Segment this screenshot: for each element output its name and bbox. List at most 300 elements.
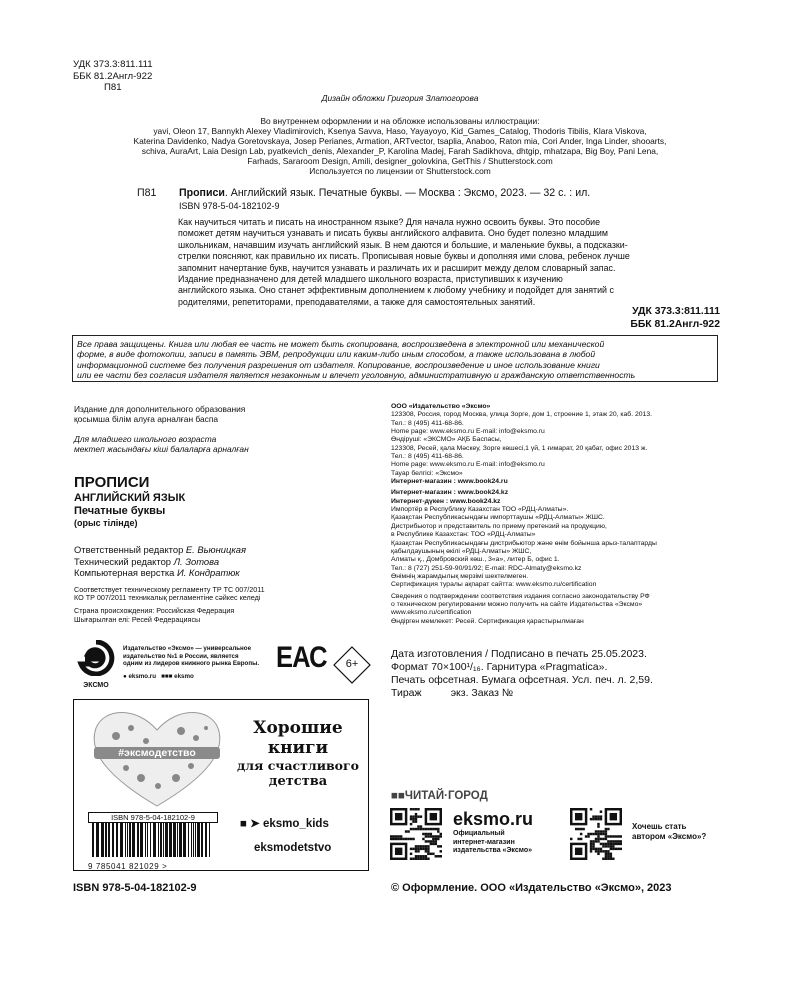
qr-module bbox=[597, 818, 599, 820]
publisher-line: 123308, Ресей, қала Мәскеу, Зорге көшесі,1 үй, 1 ғимарат, 20 қабат, офис 2013 ж. bbox=[391, 444, 648, 452]
eksmo-shop-desc-line: интернет-магазин bbox=[453, 838, 515, 846]
telegram-icon: ➤ bbox=[250, 818, 260, 830]
qr-module bbox=[397, 835, 399, 837]
print-info bbox=[391, 648, 751, 700]
qr-module bbox=[437, 838, 439, 840]
qr-module bbox=[592, 848, 594, 850]
eksmo-shop bbox=[453, 808, 573, 856]
qr-module bbox=[610, 835, 612, 837]
qr-module bbox=[590, 843, 592, 845]
barcode-bar bbox=[169, 823, 172, 857]
qr-module bbox=[412, 815, 414, 817]
qr-module bbox=[425, 828, 427, 830]
barcode-bar bbox=[116, 823, 118, 857]
publisher-line: 123308, Россия, город Москва, улица Зорге, дом 1, строение 1, этаж 20, каб. 2013. bbox=[391, 411, 652, 419]
print-line: Печать офсетная. Бумага офсетная. Усл. печ. л. 2,59. bbox=[391, 674, 653, 686]
qr-module bbox=[595, 830, 597, 832]
qr-module bbox=[610, 858, 612, 860]
qr-finder bbox=[395, 848, 402, 855]
eksmo-desc-line: Издательство «Эксмо» — универсальное bbox=[123, 645, 252, 652]
qr-module bbox=[425, 833, 427, 835]
promo-social-1[interactable]: eksmo_kids bbox=[263, 818, 329, 830]
qr-module bbox=[602, 843, 604, 845]
qr-module bbox=[430, 833, 432, 835]
qr-module bbox=[600, 850, 602, 852]
publisher-line: Өнімнің жарамдылық мерзімі шектелмеген. bbox=[391, 572, 529, 580]
qr-module bbox=[412, 858, 414, 860]
qr-module bbox=[425, 835, 427, 837]
qr-module bbox=[427, 845, 429, 847]
qr-module bbox=[432, 843, 434, 845]
qr-module bbox=[602, 838, 604, 840]
qr-module bbox=[610, 840, 612, 842]
qr-module bbox=[592, 818, 594, 820]
barcode-digits: 9 785041 821029 > bbox=[88, 862, 168, 871]
qr-module bbox=[422, 838, 424, 840]
qr-module bbox=[597, 823, 599, 825]
qr-module bbox=[410, 808, 412, 810]
qr-module bbox=[607, 840, 609, 842]
qr-module bbox=[597, 825, 599, 827]
qr-module bbox=[597, 838, 599, 840]
barcode-bar bbox=[153, 823, 156, 857]
barcode-bar bbox=[191, 823, 192, 857]
barcode-bar bbox=[179, 823, 182, 857]
qr-module bbox=[420, 855, 422, 857]
barcode-bar bbox=[188, 823, 189, 857]
rights-notice bbox=[72, 335, 718, 382]
qr-module bbox=[417, 845, 419, 847]
qr-module bbox=[415, 848, 417, 850]
print-line: Тираж экз. Заказ № bbox=[391, 687, 514, 699]
qr-module bbox=[417, 808, 419, 810]
publisher-line: Импортёр в Республику Казахстан ТОО «РДЦ-Алматы». bbox=[391, 506, 569, 514]
qr-module bbox=[412, 828, 414, 830]
qr-module bbox=[432, 835, 434, 837]
qr-module bbox=[590, 818, 592, 820]
qr-module bbox=[605, 835, 607, 837]
publisher-line: Home page: www.eksmo.ru E-mail: info@eksmo.ru bbox=[391, 461, 545, 469]
qr-module bbox=[602, 858, 604, 860]
qr-module bbox=[585, 835, 587, 837]
qr-module bbox=[602, 833, 604, 835]
publisher-line: Интернет-магазин : www.book24.kz bbox=[391, 489, 509, 497]
print-line: Формат 70×100¹/₁₆. Гарнитура «Pragmatica». bbox=[391, 661, 608, 673]
credit-role: Ответственный редактор bbox=[74, 544, 184, 555]
barcode-bar bbox=[101, 823, 104, 857]
barcode-bar bbox=[137, 823, 139, 857]
tr-line: КО ТР 007/2011 техникалық регламентіне сәйкес келеді bbox=[74, 593, 261, 603]
tr-line: Соответствует техническому регламенту ТР ТС 007/2011 bbox=[74, 584, 265, 594]
book-subtitle-2: Печатные буквы bbox=[74, 505, 166, 517]
qr-module bbox=[592, 840, 594, 842]
qr-module bbox=[617, 835, 619, 837]
qr-module bbox=[415, 828, 417, 830]
qr-module bbox=[422, 858, 424, 860]
qr-module bbox=[412, 820, 414, 822]
qr-module bbox=[415, 850, 417, 852]
illustrations-license: Используется по лицензии от Shutterstock.com bbox=[309, 166, 491, 176]
qr-module bbox=[415, 815, 417, 817]
qr-module bbox=[420, 825, 422, 827]
qr-module bbox=[610, 855, 612, 857]
credit-name: И. Кондратюк bbox=[177, 567, 240, 579]
qr-module bbox=[410, 838, 412, 840]
qr-module bbox=[425, 840, 427, 842]
barcode-bar bbox=[209, 823, 210, 857]
qr-module bbox=[590, 833, 592, 835]
qr-module bbox=[600, 843, 602, 845]
qr-module bbox=[610, 853, 612, 855]
qr-module bbox=[412, 818, 414, 820]
qr-module bbox=[615, 848, 617, 850]
promo-title-line: книги bbox=[267, 738, 329, 758]
qr-module bbox=[410, 815, 412, 817]
qr-module bbox=[605, 845, 607, 847]
eksmo-logo-text: ЭКСМО bbox=[83, 682, 109, 689]
qr-module bbox=[595, 850, 597, 852]
globe-icon: ● bbox=[123, 672, 127, 680]
qr-module bbox=[580, 833, 582, 835]
qr-module bbox=[437, 845, 439, 847]
qr-module bbox=[395, 838, 397, 840]
book-title: ПРОПИСИ bbox=[74, 474, 150, 491]
qr-module bbox=[430, 843, 432, 845]
qr-module bbox=[420, 815, 422, 817]
qr-module bbox=[417, 850, 419, 852]
qr-module bbox=[612, 845, 614, 847]
publisher-line: ООО «Издательство «Эксмо» bbox=[391, 403, 491, 410]
qr-module bbox=[580, 838, 582, 840]
eac-mark: ЕАС bbox=[276, 641, 327, 674]
promo-title bbox=[234, 718, 362, 790]
catalog-bbk: ББК 81.2Англ-922 bbox=[630, 318, 720, 330]
qr-module bbox=[417, 855, 419, 857]
barcode-bar bbox=[158, 823, 159, 857]
footer-isbn: ISBN 978-5-04-182102-9 bbox=[73, 882, 197, 894]
qr-module bbox=[427, 853, 429, 855]
eksmo-shop-desc-line: Официальный bbox=[453, 830, 505, 837]
barcode-bars bbox=[88, 823, 218, 857]
qr-module bbox=[600, 833, 602, 835]
illustrations-intro: Во внутреннем оформлении и на обложке использованы иллюстрации: bbox=[260, 116, 540, 126]
qr-module bbox=[607, 835, 609, 837]
barcode-bar bbox=[92, 823, 94, 857]
barcode-bar bbox=[193, 823, 194, 857]
qr-module bbox=[410, 858, 412, 860]
publisher-line: Дистрибьютор и представитель по приему претензий на продукцию, bbox=[391, 522, 607, 530]
qr-module bbox=[615, 835, 617, 837]
qr-module bbox=[602, 830, 604, 832]
publisher-line: Алматы қ., Домбровский көш., 3«а», литер Б, офис 1. bbox=[391, 556, 560, 564]
qr-module bbox=[602, 850, 604, 852]
heart-hashtag: #эксмодетство bbox=[94, 747, 220, 759]
rights-line: Все права защищены. Книга или любая ее часть не может быть скопирована, воспроизведена в электронной или механической bbox=[77, 339, 605, 349]
abstract-line: Как научиться читать и писать на иностранном языке? Для начала нужно освоить буквы. Это пособие bbox=[178, 217, 601, 227]
left-column bbox=[74, 404, 374, 624]
qr-module bbox=[427, 835, 429, 837]
qr-module bbox=[415, 820, 417, 822]
catalog-codes bbox=[520, 306, 720, 331]
publisher-line: Өндірген мемлекет: Ресей. Сертификация қарастырылмаған bbox=[391, 617, 584, 625]
qr-module bbox=[570, 838, 572, 840]
qr-module bbox=[582, 828, 584, 830]
print-line: Дата изготовления / Подписано в печать 25.05.2023. bbox=[391, 648, 647, 660]
qr-module bbox=[417, 825, 419, 827]
barcode-bar bbox=[163, 823, 164, 857]
qr-module bbox=[407, 838, 409, 840]
qr-module bbox=[425, 848, 427, 850]
publisher-line: Тел.: 8 (727) 251-59-90/91/92; E-mail: RDC-Almaty@eksmo.kz bbox=[391, 564, 582, 572]
publisher-line: Тел.: 8 (495) 411-68-86. bbox=[391, 453, 464, 461]
qr-module bbox=[420, 858, 422, 860]
catalog-description: . Английский язык. Печатные буквы. — Москва : Эксмо, 2023. — 32 с. : ил. bbox=[224, 187, 591, 199]
catalog-udk: УДК 373.3:811.111 bbox=[632, 306, 720, 317]
chitai-gorod-text: ЧИТАЙ·ГОРОД bbox=[404, 790, 488, 802]
qr-module bbox=[415, 813, 417, 815]
qr-module bbox=[437, 835, 439, 837]
qr-module bbox=[417, 858, 419, 860]
illustrations-credit bbox=[40, 116, 760, 176]
qr-module bbox=[432, 838, 434, 840]
author-cta-line: Хочешь стать bbox=[632, 822, 687, 831]
qr-module bbox=[595, 840, 597, 842]
qr-module bbox=[587, 835, 589, 837]
illustrations-line: Katerina Davidenko, Nadya Goretovskaya, Josep Perianes, Armation, ARTvector, tsaplia, Anaboo, Raton mia, Cori Ander, Inga Linder, shooarts, bbox=[133, 136, 667, 146]
publisher-line: о техническом регулировании можно получить на сайте Издательства «Эксмо» bbox=[391, 600, 643, 608]
catalog-mark: П81 bbox=[137, 187, 157, 199]
udk-code: УДК 373.3:811.111 bbox=[73, 59, 153, 70]
qr-module bbox=[607, 850, 609, 852]
barcode-bar bbox=[127, 823, 128, 857]
qr-module bbox=[597, 850, 599, 852]
eksmo-shop-site[interactable]: eksmo.ru bbox=[453, 809, 534, 829]
illustrations-line: Farhads, Sararoom Design, Amili, designer_golovkina, GetThis / Shutterstock.com bbox=[247, 156, 553, 166]
eksmo-logo-icon bbox=[76, 640, 116, 676]
barcode-bar bbox=[96, 823, 99, 857]
chitai-gorod-icon: ■■ bbox=[391, 790, 405, 802]
catalog-title: Прописи bbox=[179, 187, 225, 199]
qr-module bbox=[410, 828, 412, 830]
publisher-line: Интернет-магазин : www.book24.ru bbox=[391, 478, 508, 486]
qr-module bbox=[605, 850, 607, 852]
barcode-bar bbox=[183, 823, 186, 857]
qr-module bbox=[597, 830, 599, 832]
book-subtitle: АНГЛИЙСКИЙ ЯЗЫК bbox=[74, 492, 186, 504]
barcode-bar bbox=[160, 823, 162, 857]
qr-module bbox=[620, 835, 622, 837]
eksmo-site[interactable]: eksmo.ru bbox=[128, 672, 156, 680]
barcode-bar bbox=[120, 823, 123, 857]
publisher-line: Қазақстан Республикасындағы дистрибьютор және өнім бойынша арыз-талаптарды bbox=[391, 539, 657, 547]
qr-module bbox=[590, 840, 592, 842]
eksmo-social[interactable]: eksmo bbox=[174, 672, 194, 680]
qr-module bbox=[605, 855, 607, 857]
catalog-abstract bbox=[178, 217, 721, 308]
publisher-line: қабылдаушының өкілі «РДЦ-Алматы» ЖШС, bbox=[391, 547, 532, 555]
promo-box bbox=[73, 699, 369, 871]
qr-module bbox=[432, 840, 434, 842]
qr-module bbox=[615, 843, 617, 845]
qr-module bbox=[597, 815, 599, 817]
qr-module bbox=[427, 840, 429, 842]
qr-module bbox=[417, 828, 419, 830]
barcode-bar bbox=[177, 823, 178, 857]
qr-module bbox=[432, 828, 434, 830]
eksmo-desc-line: издательство №1 в России, является bbox=[123, 652, 239, 660]
qr-module bbox=[410, 818, 412, 820]
barcode-isbn: ISBN 978-5-04-182102-9 bbox=[88, 812, 218, 823]
abstract-line: школьникам, начавшим изучать английский язык. В нем даются и большие, и маленькие буквы, а подсказки- bbox=[178, 239, 628, 250]
qr-module bbox=[595, 818, 597, 820]
publisher-line: Қазақстан Республикасындағы импорттаушы «РДЦ-Алматы» ЖШС. bbox=[391, 514, 605, 522]
barcode-bar bbox=[150, 823, 151, 857]
edu-line: Издание для дополнительного образования bbox=[74, 404, 246, 414]
qr-module bbox=[575, 828, 577, 830]
qr-module bbox=[425, 850, 427, 852]
promo-title-line: для счастливого bbox=[236, 758, 360, 773]
qr-module bbox=[597, 840, 599, 842]
qr-module bbox=[607, 845, 609, 847]
qr-module bbox=[410, 853, 412, 855]
qr-module bbox=[590, 845, 592, 847]
barcode-bar bbox=[132, 823, 135, 857]
qr-finder bbox=[610, 813, 617, 820]
qr-module bbox=[605, 828, 607, 830]
country-line: Шығарылған елі: Ресей Федерациясы bbox=[74, 614, 201, 624]
qr-module bbox=[422, 855, 424, 857]
qr-module bbox=[605, 838, 607, 840]
barcode-bar bbox=[108, 823, 110, 857]
author-cta-line: автором «Эксмо»? bbox=[632, 832, 707, 841]
qr-module bbox=[592, 845, 594, 847]
qr-module bbox=[607, 853, 609, 855]
qr-module bbox=[612, 848, 614, 850]
qr-module bbox=[430, 828, 432, 830]
qr-module bbox=[597, 853, 599, 855]
qr-module bbox=[435, 840, 437, 842]
eksmo-shop-desc bbox=[453, 830, 573, 856]
qr-module bbox=[600, 810, 602, 812]
abstract-line: стрелки поясняют, как правильно их писать. Прописывая новые буквы и дополняя ими слова, ребенок лучше bbox=[178, 251, 630, 262]
barcode-bar bbox=[195, 823, 196, 857]
qr-module bbox=[592, 833, 594, 835]
qr-module bbox=[612, 843, 614, 845]
barcode bbox=[88, 812, 218, 871]
qr-module bbox=[415, 808, 417, 810]
qr-module bbox=[427, 858, 429, 860]
qr-module bbox=[610, 848, 612, 850]
cover-design-credit: Дизайн обложки Григория Златогорова bbox=[321, 93, 479, 103]
qr-finder bbox=[395, 813, 402, 820]
qr-module bbox=[597, 835, 599, 837]
qr-module bbox=[427, 848, 429, 850]
qr-module bbox=[422, 828, 424, 830]
qr-module bbox=[617, 843, 619, 845]
qr-code-author[interactable] bbox=[570, 808, 622, 860]
qr-module bbox=[587, 833, 589, 835]
barcode-bar bbox=[201, 823, 203, 857]
qr-module bbox=[592, 815, 594, 817]
qr-module bbox=[432, 853, 434, 855]
qr-module bbox=[425, 845, 427, 847]
edu-line: қосымша білім алуға арналған баспа bbox=[74, 414, 219, 424]
book-language: (орыс тілінде) bbox=[74, 518, 138, 528]
qr-module bbox=[615, 840, 617, 842]
qr-module bbox=[415, 858, 417, 860]
qr-module bbox=[395, 835, 397, 837]
qr-module bbox=[405, 830, 407, 832]
top-codes bbox=[73, 59, 153, 94]
qr-module bbox=[415, 845, 417, 847]
qr-module bbox=[392, 838, 394, 840]
eksmo-logo bbox=[76, 640, 116, 689]
barcode-bar bbox=[125, 823, 126, 857]
qr-module bbox=[422, 848, 424, 850]
qr-module bbox=[412, 838, 414, 840]
social-icons: ■■■ bbox=[161, 672, 173, 680]
qr-module bbox=[437, 855, 439, 857]
qr-module bbox=[422, 845, 424, 847]
publisher-line: Сертификация туралы ақпарат сайтта: www.eksmo.ru/certification bbox=[391, 581, 597, 589]
barcode-bar bbox=[105, 823, 107, 857]
qr-module bbox=[410, 848, 412, 850]
qr-module bbox=[412, 808, 414, 810]
chitai-gorod-logo bbox=[391, 790, 488, 802]
publisher-line: в Республике Казахстан: ТОО «РДЦ-Алматы» bbox=[391, 531, 536, 539]
eksmo-desc-line: одним из лидеров книжного рынка Европы. bbox=[123, 660, 260, 668]
abstract-line: родителями, репетиторами, преподавателями, а также для самостоятельных занятий. bbox=[178, 296, 536, 307]
qr-icon bbox=[390, 808, 442, 860]
qr-module bbox=[435, 855, 437, 857]
qr-module bbox=[617, 848, 619, 850]
qr-module bbox=[422, 833, 424, 835]
qr-module bbox=[435, 828, 437, 830]
qr-module bbox=[605, 830, 607, 832]
qr-module bbox=[440, 833, 442, 835]
qr-module bbox=[400, 838, 402, 840]
qr-module bbox=[620, 848, 622, 850]
qr-module bbox=[425, 858, 427, 860]
age-line: Для младшего школьного возраста bbox=[74, 434, 217, 444]
publisher-line: www.eksmo.ru/certification bbox=[391, 609, 472, 617]
barcode-bar bbox=[145, 823, 146, 857]
promo-social-2[interactable]: eksmodetstvo bbox=[254, 842, 332, 854]
qr-module bbox=[620, 840, 622, 842]
qr-code-eksmo-shop[interactable] bbox=[390, 808, 442, 860]
credit-role: Технический редактор bbox=[74, 555, 172, 567]
qr-module bbox=[600, 838, 602, 840]
qr-module bbox=[595, 838, 597, 840]
abstract-line: Издание предназначено для детей младшего школьного возраста, приступивших к изучению bbox=[178, 274, 563, 285]
publisher-line: Тел.: 8 (495) 411-68-86. bbox=[391, 419, 464, 427]
qr-module bbox=[597, 848, 599, 850]
qr-module bbox=[595, 833, 597, 835]
age-line: мектеп жасындағы кіші балаларға арналған bbox=[74, 444, 249, 454]
qr-module bbox=[440, 855, 442, 857]
rights-line: форме, в виде фотокопии, записи в память ЭВМ, репродукции или каким-либо иным способом, а также использована в любой bbox=[77, 349, 596, 360]
qr-module bbox=[420, 845, 422, 847]
qr-module bbox=[415, 855, 417, 857]
barcode-bar bbox=[173, 823, 176, 857]
qr-module bbox=[437, 828, 439, 830]
qr-module bbox=[607, 828, 609, 830]
qr-module bbox=[417, 848, 419, 850]
qr-module bbox=[405, 838, 407, 840]
bbk-code: ББК 81.2Англ-922 bbox=[73, 70, 153, 82]
qr-module bbox=[440, 835, 442, 837]
barcode-bar bbox=[140, 823, 143, 857]
